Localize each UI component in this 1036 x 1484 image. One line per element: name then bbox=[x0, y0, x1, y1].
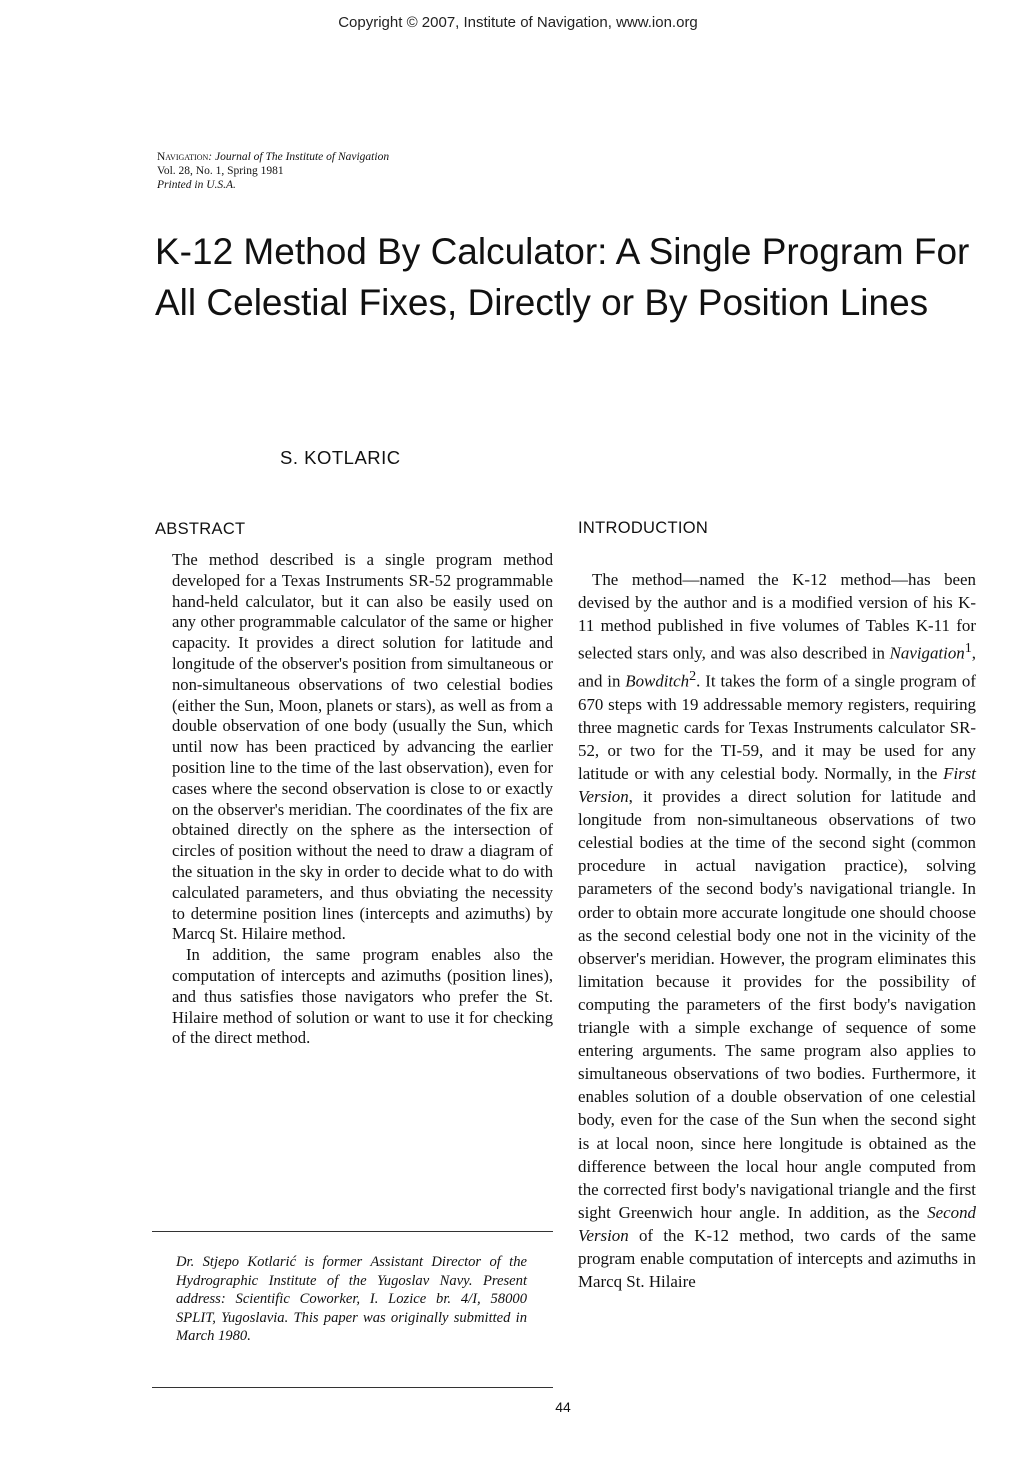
article-title: K-12 Method By Calculator: A Single Program For All Celestial Fixes, Directly or By Position Lines bbox=[155, 231, 970, 323]
reference-2-marker: 2 bbox=[689, 668, 697, 684]
introduction-body bbox=[578, 568, 976, 1293]
reference-1-marker: 1 bbox=[964, 640, 972, 657]
introduction-paragraph bbox=[578, 568, 976, 1293]
navigation-reference: Navigation bbox=[889, 643, 965, 663]
intro-text-1: The method—named the K-12 method—has been devised by the author and is a modified version of his K-11 method published in five volumes of Tables K-11 for selected stars only, and was also described in bbox=[578, 570, 976, 663]
journal-name-rest: : Journal of The Institute of Navigation bbox=[208, 151, 390, 163]
footnote-divider-bottom bbox=[152, 1387, 553, 1388]
abstract-paragraph-1: The method described is a single program method developed for a Texas Instruments SR-52 programmable hand-held calculator, but it can also be easily used on any other programmable calculator of the same or higher capacity. It provides a direct solution for latitude and longitude of the observer's position from simultaneous or non-simultaneous observations of two celestial bodies (either the Sun, Moon, planets or stars), as well as from a double observation of one body (usually the Sun, which until now has been practiced by advancing the earlier position line to the time of the last observation), even for cases where the second observation is close to or exactly on the observer's meridian. The coordinates of the fix are obtained directly on the sphere as the intersection of circles of position without the need to draw a diagram of the situation in the sky in order to decide what to do with calculated parameters, and thus obviating the necessity to determine position lines (intercepts and azimuths) by Marcq St. Hilaire method. bbox=[172, 550, 553, 944]
journal-info bbox=[157, 150, 389, 192]
introduction-heading: INTRODUCTION bbox=[578, 519, 709, 537]
journal-name bbox=[157, 150, 389, 164]
journal-printed: Printed in U.S.A. bbox=[157, 179, 236, 191]
copyright-notice: Copyright © 2007, Institute of Navigation, www.ion.org bbox=[338, 14, 698, 31]
abstract-heading: ABSTRACT bbox=[155, 520, 246, 538]
bowditch-reference: Bowditch bbox=[625, 671, 690, 691]
first-version-term: First Version bbox=[578, 764, 976, 807]
intro-text-2: , and in bbox=[578, 643, 976, 691]
intro-text-3: . It takes the form of a single program of 670 steps with 19 addressable memory registers, requiring three magnetic cards for Texas Instruments calculator SR-52, or two for the TI-59, and it may be used for any latitude or with any celestial body. Normally, in the bbox=[578, 671, 976, 783]
footnote-divider-top bbox=[152, 1231, 553, 1232]
abstract-paragraph-2: In addition, the same program enables also the computation of intercepts and azimuths (position lines), and thus satisfies those navigators who prefer the St. Hilaire method of solution or want to use it for checking of the direct method. bbox=[172, 945, 553, 1048]
abstract-body bbox=[172, 550, 553, 1049]
journal-volume: Vol. 28, No. 1, Spring 1981 bbox=[157, 165, 284, 177]
intro-text-4: , it provides a direct solution for latitude and longitude from non-simultaneous observations of two celestial bodies at the time of the second sight (common procedure in actual navigation practice), solving parameters of the second body's navigational triangle. In order to obtain more accurate longitude one should choose as the second celestial body one not in the vicinity of the observer's meridian. However, the program eliminates this limitation because it provides for the possibility of computing the parameters of the first body's navigation triangle with a simple exchange of sequence of some entering arguments. The same program also applies to simultaneous observations of two bodies. Furthermore, it enables solution of a double observation of one celestial body, even for the case of the Sun when the second sight is at local noon, since here longitude is obtained as the difference between the local hour angle computed from the corrected first body's navigational triangle and the first sight Greenwich hour angle. In addition, as the bbox=[578, 787, 976, 1222]
journal-name-smallcaps: Navigation bbox=[157, 151, 209, 163]
second-version-term: Second Version bbox=[578, 1202, 976, 1245]
article-author: S. KOTLARIC bbox=[280, 447, 401, 468]
intro-text-5: of the K-12 method, two cards of the same program enable computation of intercepts and azimuths in Marcq St. Hilaire bbox=[578, 1225, 976, 1292]
author-footnote: Dr. Stjepo Kotlarić is former Assistant Director of the Hydrographic Institute of the Yugoslav Navy. Present address: Scientific Coworker, I. Lozice br. 4/I, 58000 SPLIT, Yugoslavia. This paper was originally submitted in March 1980. bbox=[176, 1254, 527, 1344]
page-number: 44 bbox=[555, 1399, 571, 1415]
